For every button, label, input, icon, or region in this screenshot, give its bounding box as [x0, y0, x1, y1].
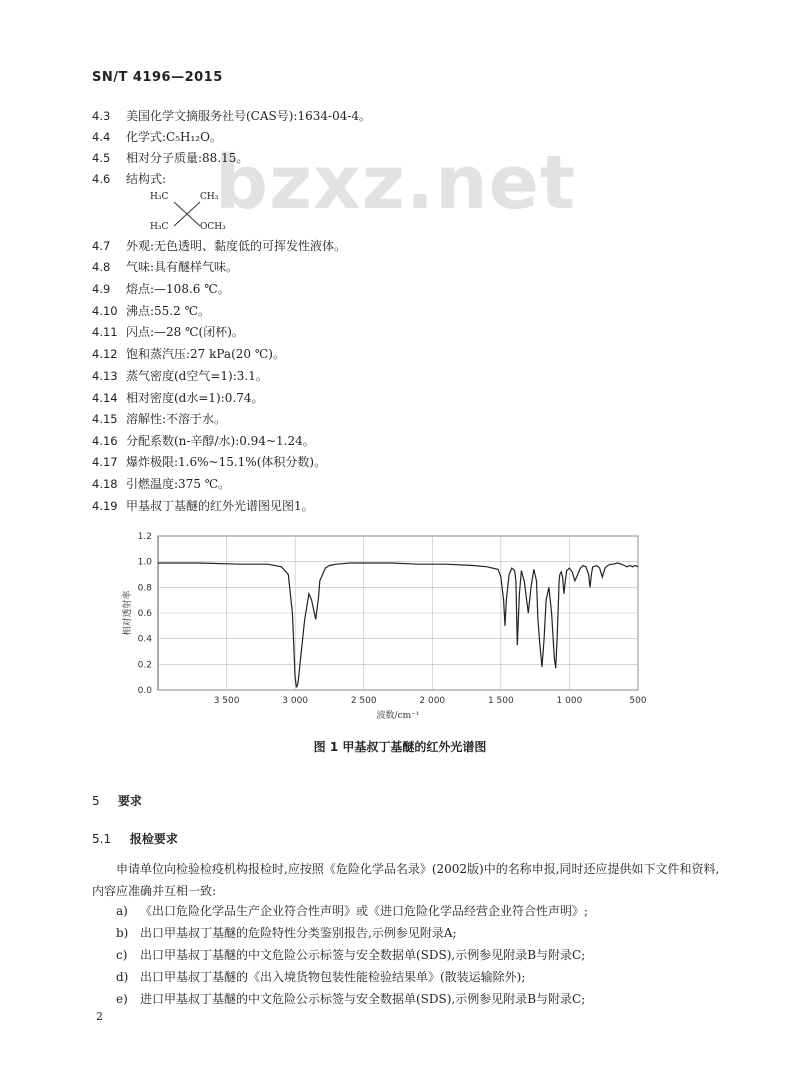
property-number: 4.10: [92, 304, 118, 318]
property-row: [92, 128, 222, 146]
property-text: 沸点:55.2 ℃。: [126, 304, 211, 318]
property-number: 4.14: [92, 391, 118, 405]
list-marker: c): [116, 948, 128, 962]
watermark: bzxz.net: [215, 140, 577, 226]
property-text: 闪点:—28 ℃(闭杯)。: [126, 325, 244, 339]
ir-spectrum-chart: [120, 528, 660, 728]
property-text: 引燃温度:375 ℃。: [126, 477, 231, 491]
property-row: [92, 345, 285, 363]
property-row: [92, 389, 264, 407]
list-item: [116, 902, 588, 920]
property-row: [92, 497, 314, 515]
y-tick-label: 1.2: [137, 532, 152, 542]
list-item: [116, 968, 525, 986]
list-marker: d): [116, 970, 129, 984]
property-text: 化学式:C₅H₁₂O。: [126, 130, 222, 144]
property-row: [92, 107, 371, 125]
property-row: [92, 258, 238, 276]
section-5-number: 5: [92, 794, 100, 808]
struct-top-left: H₃C: [150, 192, 169, 202]
property-number: 4.6: [92, 172, 111, 186]
property-row: [92, 367, 268, 385]
x-axis-label: 波数/cm⁻¹: [376, 711, 420, 721]
property-text: 外观:无色透明、黏度低的可挥发性液体。: [126, 239, 347, 253]
struct-bottom-right: OCH₃: [200, 222, 226, 232]
x-tick-label: 2 000: [419, 696, 446, 706]
requirement-paragraph: 申请单位向检验检疫机构报检时,应按照《危险化学品名录》(2002版)中的名称申报,同时还应提供如下文件和资料,内容应准确并互相一致:: [92, 862, 720, 898]
x-tick-label: 1 000: [556, 696, 583, 706]
property-row: [92, 475, 230, 493]
property-text: 甲基叔丁基醚的红外光谱图见图1。: [126, 499, 314, 513]
property-row: [92, 323, 244, 341]
x-tick-label: 3 500: [213, 696, 240, 706]
list-item: [116, 990, 585, 1008]
y-tick-label: 0.8: [137, 583, 152, 594]
list-marker: b): [116, 926, 129, 940]
property-number: 4.11: [92, 325, 118, 339]
y-tick-label: 1.0: [137, 557, 152, 568]
property-row: [92, 237, 346, 255]
property-text: 相对分子质量:88.15。: [126, 151, 249, 165]
property-number: 4.9: [92, 282, 111, 296]
list-text: 《出口危险化学品生产企业符合性声明》或《进口危险化学品经营企业符合性声明》;: [140, 904, 589, 918]
list-marker: e): [116, 992, 128, 1006]
ir-spectrum-svg: [120, 528, 660, 728]
property-number: 4.4: [92, 130, 111, 144]
property-row: [92, 149, 248, 167]
property-number: 4.19: [92, 499, 118, 513]
property-row: [92, 280, 230, 298]
property-number: 4.15: [92, 412, 118, 426]
property-text: 蒸气密度(d空气=1):3.1。: [126, 369, 268, 383]
y-tick-label: 0.0: [137, 686, 152, 696]
section-5-title: 要求: [117, 794, 142, 808]
property-number: 4.16: [92, 434, 118, 448]
property-row: [92, 453, 326, 471]
property-text: 结构式:: [126, 172, 167, 186]
x-tick-label: 500: [629, 696, 647, 706]
figure-caption: 图 1 甲基叔丁基醚的红外光谱图: [313, 740, 487, 754]
section-5-1-heading: [92, 830, 178, 847]
property-text: 饱和蒸汽压:27 kPa(20 ℃)。: [126, 347, 285, 361]
list-text: 出口甲基叔丁基醚的危险特性分类鉴别报告,示例参见附录A;: [140, 926, 457, 940]
property-row: [92, 432, 315, 450]
y-tick-label: 0.2: [137, 660, 152, 671]
property-row: [92, 302, 210, 320]
property-number: 4.17: [92, 455, 118, 469]
property-number: 4.8: [92, 260, 111, 274]
x-tick-label: 2 500: [350, 696, 377, 706]
struct-top-right: CH₃: [200, 192, 219, 202]
list-text: 进口甲基叔丁基醚的中文危险公示标签与安全数据单(SDS),示例参见附录B与附录C;: [140, 992, 586, 1006]
section-5-heading: [92, 792, 142, 809]
list-text: 出口甲基叔丁基醚的中文危险公示标签与安全数据单(SDS),示例参见附录B与附录C;: [140, 948, 586, 962]
section-5-1-title: 报检要求: [129, 832, 178, 846]
list-item: [116, 924, 457, 942]
property-number: 4.5: [92, 151, 111, 165]
property-text: 爆炸极限:1.6%~15.1%(体积分数)。: [126, 455, 327, 469]
page-number: 2: [96, 1010, 103, 1023]
y-tick-label: 0.4: [137, 634, 152, 645]
list-text: 出口甲基叔丁基醚的《出入境货物包装性能检验结果单》(散装运输除外);: [140, 970, 526, 984]
property-number: 4.7: [92, 239, 111, 253]
list-marker: a): [116, 904, 128, 918]
list-item: [116, 946, 585, 964]
property-text: 相对密度(d水=1):0.74。: [126, 391, 264, 405]
struct-bottom-left: H₃C: [150, 222, 169, 232]
property-number: 4.3: [92, 109, 111, 123]
x-tick-label: 3 000: [282, 696, 309, 706]
property-text: 分配系数(n-辛醇/水):0.94~1.24。: [126, 434, 315, 448]
y-tick-label: 0.6: [137, 609, 152, 619]
structural-formula: [150, 192, 240, 238]
property-number: 4.18: [92, 477, 118, 491]
y-axis-label: 相对透射率: [123, 590, 133, 636]
property-text: 美国化学文摘服务社号(CAS号):1634-04-4。: [126, 109, 372, 123]
standard-number-header: SN/T 4196—2015: [92, 70, 223, 85]
property-text: 熔点:—108.6 ℃。: [126, 282, 230, 296]
x-tick-label: 1 500: [487, 696, 514, 706]
struct-bonds: [172, 200, 202, 228]
property-row: [92, 170, 166, 188]
property-number: 4.12: [92, 347, 118, 361]
section-5-1-number: 5.1: [92, 832, 112, 846]
property-row: [92, 410, 226, 428]
property-text: 溶解性:不溶于水。: [126, 412, 227, 426]
property-text: 气味:具有醚样气味。: [126, 260, 239, 274]
property-number: 4.13: [92, 369, 118, 383]
